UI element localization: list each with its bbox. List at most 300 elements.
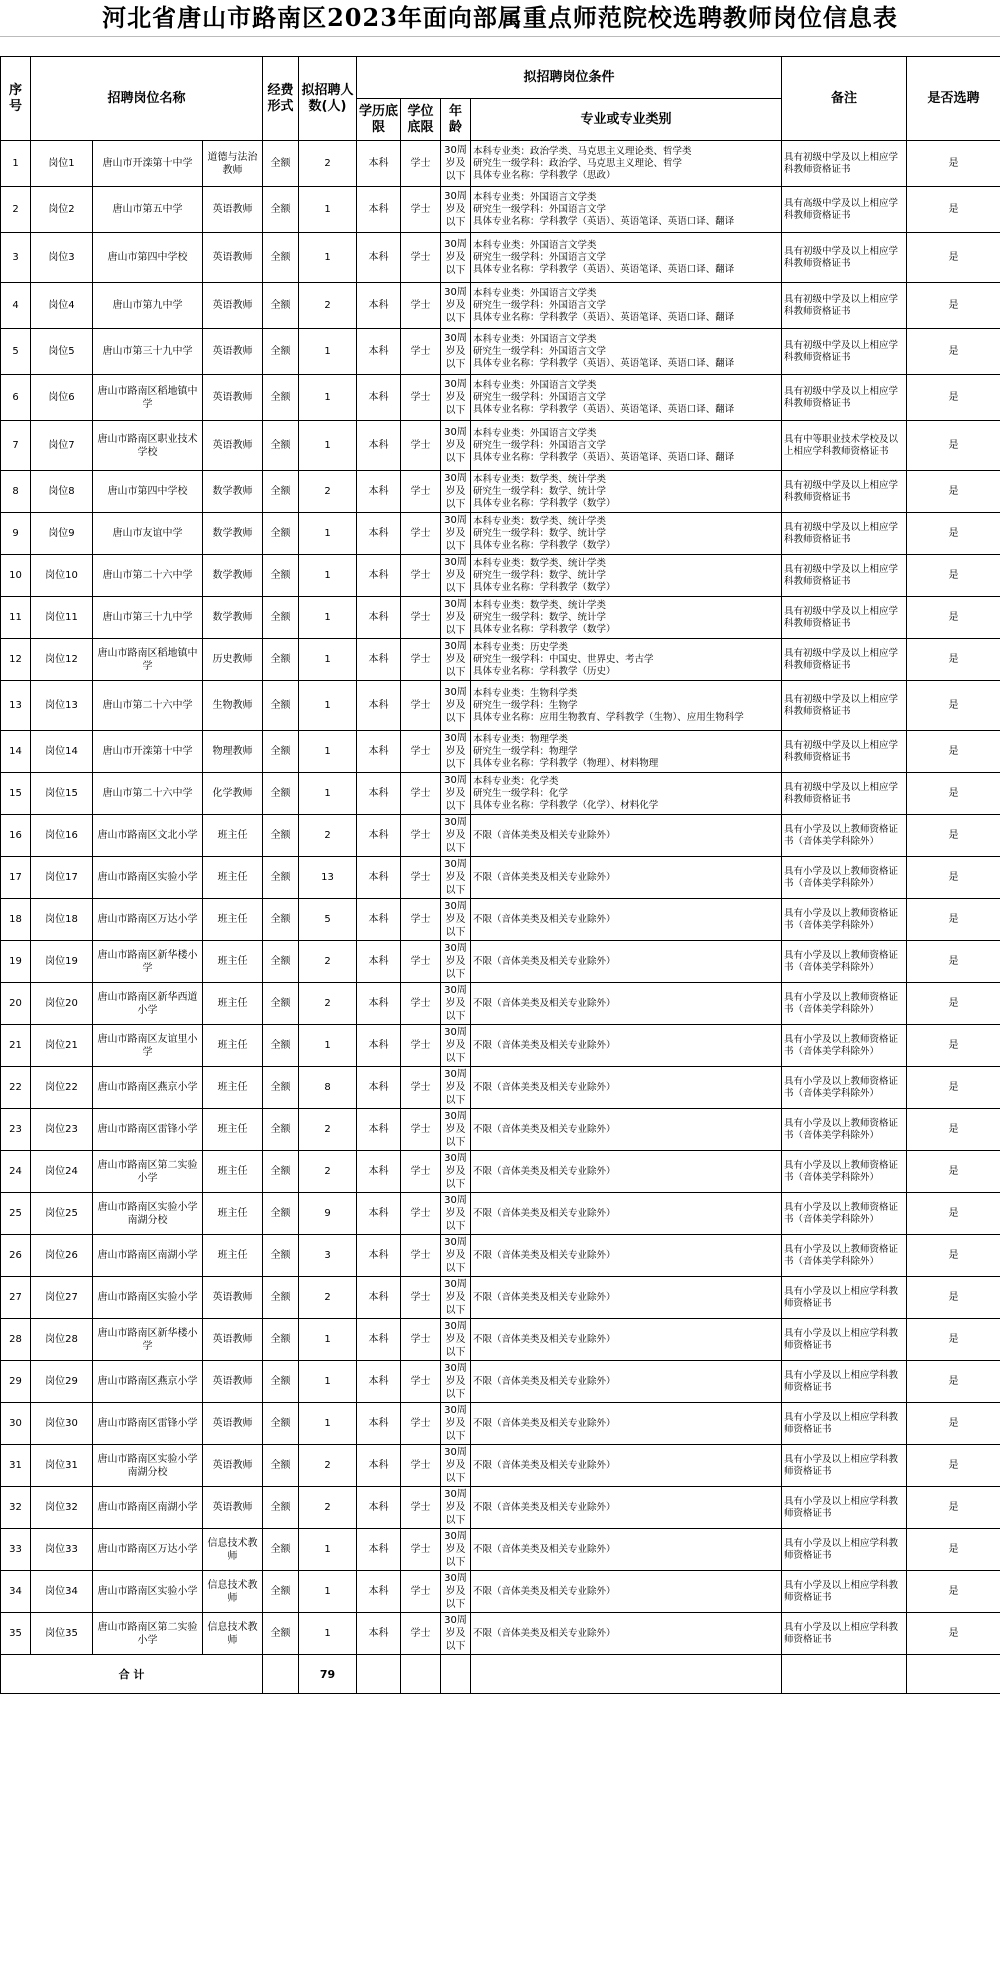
remark-cell: 具有初级中学及以上相应学科教师资格证书	[782, 329, 907, 375]
post-cell: 岗位12	[31, 639, 93, 681]
edu-cell: 本科	[357, 1445, 401, 1487]
seq-cell: 23	[1, 1109, 31, 1151]
subject-cell: 数学教师	[203, 597, 263, 639]
age-cell: 30周岁及以下	[441, 329, 471, 375]
header-remark: 备注	[782, 57, 907, 141]
total-empty-cell	[263, 1655, 299, 1694]
degree-cell: 学士	[401, 773, 441, 815]
table-row	[1, 1025, 1000, 1067]
seq-cell: 5	[1, 329, 31, 375]
count-cell: 2	[299, 815, 357, 857]
seq-cell: 9	[1, 513, 31, 555]
funding-cell: 全额	[263, 1403, 299, 1445]
edu-cell: 本科	[357, 471, 401, 513]
seq-cell: 7	[1, 421, 31, 471]
subject-cell: 化学教师	[203, 773, 263, 815]
degree-cell: 学士	[401, 141, 441, 187]
seq-cell: 4	[1, 283, 31, 329]
subject-cell: 英语教师	[203, 375, 263, 421]
select-cell: 是	[907, 1487, 1000, 1529]
seq-cell: 10	[1, 555, 31, 597]
edu-cell: 本科	[357, 1025, 401, 1067]
age-cell: 30周岁及以下	[441, 141, 471, 187]
edu-cell: 本科	[357, 1361, 401, 1403]
degree-cell: 学士	[401, 639, 441, 681]
funding-cell: 全额	[263, 1571, 299, 1613]
count-cell: 1	[299, 329, 357, 375]
funding-cell: 全额	[263, 941, 299, 983]
select-cell: 是	[907, 639, 1000, 681]
total-label: 合 计	[1, 1655, 263, 1694]
post-cell: 岗位31	[31, 1445, 93, 1487]
post-cell: 岗位26	[31, 1235, 93, 1277]
degree-cell: 学士	[401, 1235, 441, 1277]
table-row	[1, 1319, 1000, 1361]
table-row	[1, 941, 1000, 983]
degree-cell: 学士	[401, 471, 441, 513]
school-cell: 唐山市路南区稻地镇中学	[93, 375, 203, 421]
age-cell: 30周岁及以下	[441, 857, 471, 899]
funding-cell: 全额	[263, 1529, 299, 1571]
subject-cell: 数学教师	[203, 555, 263, 597]
subject-cell: 班主任	[203, 983, 263, 1025]
table-row	[1, 513, 1000, 555]
age-cell: 30周岁及以下	[441, 233, 471, 283]
post-cell: 岗位29	[31, 1361, 93, 1403]
funding-cell: 全额	[263, 731, 299, 773]
remark-cell: 具有小学及以上相应学科教师资格证书	[782, 1361, 907, 1403]
degree-cell: 学士	[401, 597, 441, 639]
count-cell: 2	[299, 1445, 357, 1487]
subject-cell: 英语教师	[203, 1487, 263, 1529]
major-cell: 不限（音体美类及相关专业除外）	[471, 1109, 782, 1151]
major-cell: 本科专业类：生物科学类 研究生一级学科：生物学 具体专业名称：应用生物教育、学科教学（生物）、应用生物科学	[471, 681, 782, 731]
school-cell: 唐山市路南区燕京小学	[93, 1361, 203, 1403]
funding-cell: 全额	[263, 1613, 299, 1655]
select-cell: 是	[907, 421, 1000, 471]
edu-cell: 本科	[357, 1487, 401, 1529]
select-cell: 是	[907, 1445, 1000, 1487]
total-empty-cell	[907, 1655, 1000, 1694]
funding-cell: 全额	[263, 639, 299, 681]
subject-cell: 信息技术教师	[203, 1529, 263, 1571]
age-cell: 30周岁及以下	[441, 1361, 471, 1403]
major-cell: 不限（音体美类及相关专业除外）	[471, 983, 782, 1025]
select-cell: 是	[907, 815, 1000, 857]
table-row	[1, 1193, 1000, 1235]
count-cell: 8	[299, 1067, 357, 1109]
post-cell: 岗位8	[31, 471, 93, 513]
age-cell: 30周岁及以下	[441, 1151, 471, 1193]
remark-cell: 具有中等职业技术学校及以上相应学科教师资格证书	[782, 421, 907, 471]
seq-cell: 33	[1, 1529, 31, 1571]
remark-cell: 具有小学及以上相应学科教师资格证书	[782, 1571, 907, 1613]
school-cell: 唐山市第四中学校	[93, 233, 203, 283]
major-cell: 不限（音体美类及相关专业除外）	[471, 1193, 782, 1235]
header-seq: 序号	[1, 57, 31, 141]
header-edu: 学历底限	[357, 99, 401, 141]
seq-cell: 24	[1, 1151, 31, 1193]
select-cell: 是	[907, 681, 1000, 731]
select-cell: 是	[907, 1361, 1000, 1403]
seq-cell: 16	[1, 815, 31, 857]
age-cell: 30周岁及以下	[441, 555, 471, 597]
page-title: 河北省唐山市路南区2023年面向部属重点师范院校选聘教师岗位信息表	[102, 3, 898, 32]
seq-cell: 22	[1, 1067, 31, 1109]
count-cell: 1	[299, 375, 357, 421]
subject-cell: 班主任	[203, 1109, 263, 1151]
age-cell: 30周岁及以下	[441, 375, 471, 421]
seq-cell: 25	[1, 1193, 31, 1235]
total-empty-cell	[441, 1655, 471, 1694]
major-cell: 不限（音体美类及相关专业除外）	[471, 1277, 782, 1319]
edu-cell: 本科	[357, 731, 401, 773]
table-row	[1, 1571, 1000, 1613]
major-cell: 不限（音体美类及相关专业除外）	[471, 1529, 782, 1571]
post-cell: 岗位32	[31, 1487, 93, 1529]
count-cell: 1	[299, 187, 357, 233]
funding-cell: 全额	[263, 513, 299, 555]
count-cell: 1	[299, 1319, 357, 1361]
edu-cell: 本科	[357, 187, 401, 233]
degree-cell: 学士	[401, 1193, 441, 1235]
remark-cell: 具有小学及以上相应学科教师资格证书	[782, 1613, 907, 1655]
count-cell: 2	[299, 983, 357, 1025]
subject-cell: 班主任	[203, 1151, 263, 1193]
post-cell: 岗位6	[31, 375, 93, 421]
degree-cell: 学士	[401, 731, 441, 773]
funding-cell: 全额	[263, 681, 299, 731]
remark-cell: 具有小学及以上教师资格证书（音体美学科除外）	[782, 1025, 907, 1067]
school-cell: 唐山市路南区南湖小学	[93, 1487, 203, 1529]
select-cell: 是	[907, 1235, 1000, 1277]
degree-cell: 学士	[401, 513, 441, 555]
remark-cell: 具有初级中学及以上相应学科教师资格证书	[782, 471, 907, 513]
subject-cell: 班主任	[203, 1235, 263, 1277]
table-row	[1, 421, 1000, 471]
school-cell: 唐山市第三十九中学	[93, 329, 203, 375]
edu-cell: 本科	[357, 815, 401, 857]
degree-cell: 学士	[401, 1571, 441, 1613]
school-cell: 唐山市路南区雷锋小学	[93, 1403, 203, 1445]
funding-cell: 全额	[263, 329, 299, 375]
remark-cell: 具有小学及以上教师资格证书（音体美学科除外）	[782, 1067, 907, 1109]
major-cell: 不限（音体美类及相关专业除外）	[471, 1235, 782, 1277]
total-empty-cell	[357, 1655, 401, 1694]
post-cell: 岗位28	[31, 1319, 93, 1361]
major-cell: 不限（音体美类及相关专业除外）	[471, 1025, 782, 1067]
degree-cell: 学士	[401, 1361, 441, 1403]
age-cell: 30周岁及以下	[441, 983, 471, 1025]
post-cell: 岗位20	[31, 983, 93, 1025]
major-cell: 不限（音体美类及相关专业除外）	[471, 815, 782, 857]
edu-cell: 本科	[357, 1403, 401, 1445]
funding-cell: 全额	[263, 141, 299, 187]
remark-cell: 具有小学及以上教师资格证书（音体美学科除外）	[782, 1109, 907, 1151]
seq-cell: 19	[1, 941, 31, 983]
age-cell: 30周岁及以下	[441, 731, 471, 773]
school-cell: 唐山市第三十九中学	[93, 597, 203, 639]
remark-cell: 具有小学及以上相应学科教师资格证书	[782, 1319, 907, 1361]
edu-cell: 本科	[357, 773, 401, 815]
count-cell: 3	[299, 1235, 357, 1277]
major-cell: 不限（音体美类及相关专业除外）	[471, 1361, 782, 1403]
table-row	[1, 141, 1000, 187]
seq-cell: 20	[1, 983, 31, 1025]
school-cell: 唐山市开滦第十中学	[93, 141, 203, 187]
subject-cell: 道德与法治教师	[203, 141, 263, 187]
major-cell: 本科专业类：外国语言文学类 研究生一级学科：外国语言文学 具体专业名称：学科教学（英语）、英语笔译、英语口译、翻译	[471, 283, 782, 329]
seq-cell: 1	[1, 141, 31, 187]
degree-cell: 学士	[401, 233, 441, 283]
post-cell: 岗位18	[31, 899, 93, 941]
edu-cell: 本科	[357, 941, 401, 983]
remark-cell: 具有高级中学及以上相应学科教师资格证书	[782, 187, 907, 233]
table-row	[1, 471, 1000, 513]
remark-cell: 具有初级中学及以上相应学科教师资格证书	[782, 597, 907, 639]
subject-cell: 生物教师	[203, 681, 263, 731]
edu-cell: 本科	[357, 983, 401, 1025]
seq-cell: 11	[1, 597, 31, 639]
major-cell: 本科专业类：数学类、统计学类 研究生一级学科：数学、统计学 具体专业名称：学科教学（数学）	[471, 471, 782, 513]
total-empty-cell	[471, 1655, 782, 1694]
select-cell: 是	[907, 597, 1000, 639]
age-cell: 30周岁及以下	[441, 815, 471, 857]
funding-cell: 全额	[263, 1361, 299, 1403]
remark-cell: 具有初级中学及以上相应学科教师资格证书	[782, 639, 907, 681]
age-cell: 30周岁及以下	[441, 597, 471, 639]
remark-cell: 具有小学及以上相应学科教师资格证书	[782, 1487, 907, 1529]
table-row	[1, 1067, 1000, 1109]
school-cell: 唐山市路南区职业技术学校	[93, 421, 203, 471]
table-row	[1, 233, 1000, 283]
major-cell: 本科专业类：数学类、统计学类 研究生一级学科：数学、统计学 具体专业名称：学科教学（数学）	[471, 597, 782, 639]
table-row	[1, 899, 1000, 941]
total-empty-cell	[401, 1655, 441, 1694]
edu-cell: 本科	[357, 513, 401, 555]
school-cell: 唐山市路南区燕京小学	[93, 1067, 203, 1109]
select-cell: 是	[907, 731, 1000, 773]
funding-cell: 全额	[263, 597, 299, 639]
subject-cell: 班主任	[203, 1025, 263, 1067]
edu-cell: 本科	[357, 597, 401, 639]
age-cell: 30周岁及以下	[441, 1067, 471, 1109]
edu-cell: 本科	[357, 1235, 401, 1277]
age-cell: 30周岁及以下	[441, 283, 471, 329]
table-row	[1, 1403, 1000, 1445]
count-cell: 1	[299, 1025, 357, 1067]
count-cell: 1	[299, 1529, 357, 1571]
subject-cell: 班主任	[203, 1193, 263, 1235]
seq-cell: 30	[1, 1403, 31, 1445]
remark-cell: 具有初级中学及以上相应学科教师资格证书	[782, 233, 907, 283]
count-cell: 2	[299, 941, 357, 983]
seq-cell: 32	[1, 1487, 31, 1529]
seq-cell: 15	[1, 773, 31, 815]
edu-cell: 本科	[357, 1193, 401, 1235]
age-cell: 30周岁及以下	[441, 899, 471, 941]
seq-cell: 26	[1, 1235, 31, 1277]
seq-cell: 28	[1, 1319, 31, 1361]
major-cell: 本科专业类：历史学类 研究生一级学科：中国史、世界史、考古学 具体专业名称：学科教学（历史）	[471, 639, 782, 681]
school-cell: 唐山市路南区新华西道小学	[93, 983, 203, 1025]
post-cell: 岗位14	[31, 731, 93, 773]
seq-cell: 8	[1, 471, 31, 513]
table-row	[1, 329, 1000, 375]
select-cell: 是	[907, 187, 1000, 233]
table-body	[1, 141, 1000, 1655]
funding-cell: 全额	[263, 555, 299, 597]
table-row	[1, 983, 1000, 1025]
age-cell: 30周岁及以下	[441, 1613, 471, 1655]
school-cell: 唐山市路南区文北小学	[93, 815, 203, 857]
degree-cell: 学士	[401, 329, 441, 375]
edu-cell: 本科	[357, 1613, 401, 1655]
count-cell: 1	[299, 513, 357, 555]
age-cell: 30周岁及以下	[441, 1025, 471, 1067]
seq-cell: 29	[1, 1361, 31, 1403]
remark-cell: 具有初级中学及以上相应学科教师资格证书	[782, 773, 907, 815]
post-cell: 岗位9	[31, 513, 93, 555]
funding-cell: 全额	[263, 1235, 299, 1277]
subject-cell: 物理教师	[203, 731, 263, 773]
degree-cell: 学士	[401, 983, 441, 1025]
count-cell: 1	[299, 681, 357, 731]
count-cell: 1	[299, 421, 357, 471]
post-cell: 岗位30	[31, 1403, 93, 1445]
funding-cell: 全额	[263, 773, 299, 815]
post-cell: 岗位19	[31, 941, 93, 983]
school-cell: 唐山市第九中学	[93, 283, 203, 329]
funding-cell: 全额	[263, 1487, 299, 1529]
table-row	[1, 1235, 1000, 1277]
age-cell: 30周岁及以下	[441, 773, 471, 815]
table-row	[1, 1277, 1000, 1319]
post-cell: 岗位10	[31, 555, 93, 597]
major-cell: 不限（音体美类及相关专业除外）	[471, 1403, 782, 1445]
post-cell: 岗位5	[31, 329, 93, 375]
post-cell: 岗位1	[31, 141, 93, 187]
subject-cell: 班主任	[203, 815, 263, 857]
degree-cell: 学士	[401, 1151, 441, 1193]
select-cell: 是	[907, 1529, 1000, 1571]
post-cell: 岗位3	[31, 233, 93, 283]
degree-cell: 学士	[401, 857, 441, 899]
select-cell: 是	[907, 857, 1000, 899]
age-cell: 30周岁及以下	[441, 1571, 471, 1613]
select-cell: 是	[907, 1613, 1000, 1655]
count-cell: 2	[299, 471, 357, 513]
remark-cell: 具有小学及以上相应学科教师资格证书	[782, 1403, 907, 1445]
remark-cell: 具有初级中学及以上相应学科教师资格证书	[782, 681, 907, 731]
remark-cell: 具有初级中学及以上相应学科教师资格证书	[782, 283, 907, 329]
school-cell: 唐山市第四中学校	[93, 471, 203, 513]
edu-cell: 本科	[357, 1319, 401, 1361]
school-cell: 唐山市友谊中学	[93, 513, 203, 555]
seq-cell: 34	[1, 1571, 31, 1613]
age-cell: 30周岁及以下	[441, 1487, 471, 1529]
funding-cell: 全额	[263, 375, 299, 421]
funding-cell: 全额	[263, 1067, 299, 1109]
major-cell: 不限（音体美类及相关专业除外）	[471, 857, 782, 899]
count-cell: 1	[299, 1571, 357, 1613]
select-cell: 是	[907, 773, 1000, 815]
school-cell: 唐山市第五中学	[93, 187, 203, 233]
total-empty-cell	[782, 1655, 907, 1694]
post-cell: 岗位33	[31, 1529, 93, 1571]
table-row	[1, 1361, 1000, 1403]
school-cell: 唐山市路南区第二实验小学	[93, 1613, 203, 1655]
school-cell: 唐山市路南区第二实验小学	[93, 1151, 203, 1193]
table-row	[1, 773, 1000, 815]
subject-cell: 英语教师	[203, 1277, 263, 1319]
post-cell: 岗位34	[31, 1571, 93, 1613]
funding-cell: 全额	[263, 187, 299, 233]
post-cell: 岗位11	[31, 597, 93, 639]
count-cell: 1	[299, 233, 357, 283]
degree-cell: 学士	[401, 681, 441, 731]
funding-cell: 全额	[263, 1445, 299, 1487]
remark-cell: 具有小学及以上教师资格证书（音体美学科除外）	[782, 1235, 907, 1277]
edu-cell: 本科	[357, 899, 401, 941]
subject-cell: 数学教师	[203, 513, 263, 555]
total-row	[1, 1655, 1000, 1694]
remark-cell: 具有小学及以上相应学科教师资格证书	[782, 1445, 907, 1487]
funding-cell: 全额	[263, 421, 299, 471]
edu-cell: 本科	[357, 1067, 401, 1109]
age-cell: 30周岁及以下	[441, 681, 471, 731]
age-cell: 30周岁及以下	[441, 471, 471, 513]
table-row	[1, 857, 1000, 899]
funding-cell: 全额	[263, 983, 299, 1025]
table-row	[1, 1151, 1000, 1193]
select-cell: 是	[907, 513, 1000, 555]
count-cell: 5	[299, 899, 357, 941]
count-cell: 2	[299, 1277, 357, 1319]
degree-cell: 学士	[401, 283, 441, 329]
school-cell: 唐山市路南区实验小学南湖分校	[93, 1445, 203, 1487]
total-count: 79	[299, 1655, 357, 1694]
seq-cell: 17	[1, 857, 31, 899]
funding-cell: 全额	[263, 1319, 299, 1361]
degree-cell: 学士	[401, 375, 441, 421]
header-conditions: 拟招聘岗位条件	[357, 57, 782, 99]
age-cell: 30周岁及以下	[441, 513, 471, 555]
school-cell: 唐山市路南区新华楼小学	[93, 1319, 203, 1361]
school-cell: 唐山市路南区雷锋小学	[93, 1109, 203, 1151]
age-cell: 30周岁及以下	[441, 1403, 471, 1445]
select-cell: 是	[907, 899, 1000, 941]
table-row	[1, 681, 1000, 731]
table-row	[1, 187, 1000, 233]
school-cell: 唐山市第二十六中学	[93, 555, 203, 597]
post-cell: 岗位17	[31, 857, 93, 899]
count-cell: 1	[299, 773, 357, 815]
table-row	[1, 1529, 1000, 1571]
funding-cell: 全额	[263, 1109, 299, 1151]
remark-cell: 具有小学及以上相应学科教师资格证书	[782, 1277, 907, 1319]
funding-cell: 全额	[263, 233, 299, 283]
subject-cell: 信息技术教师	[203, 1613, 263, 1655]
funding-cell: 全额	[263, 899, 299, 941]
age-cell: 30周岁及以下	[441, 639, 471, 681]
subject-cell: 英语教师	[203, 283, 263, 329]
school-cell: 唐山市路南区实验小学	[93, 1277, 203, 1319]
age-cell: 30周岁及以下	[441, 1277, 471, 1319]
select-cell: 是	[907, 141, 1000, 187]
subject-cell: 英语教师	[203, 1361, 263, 1403]
post-cell: 岗位27	[31, 1277, 93, 1319]
